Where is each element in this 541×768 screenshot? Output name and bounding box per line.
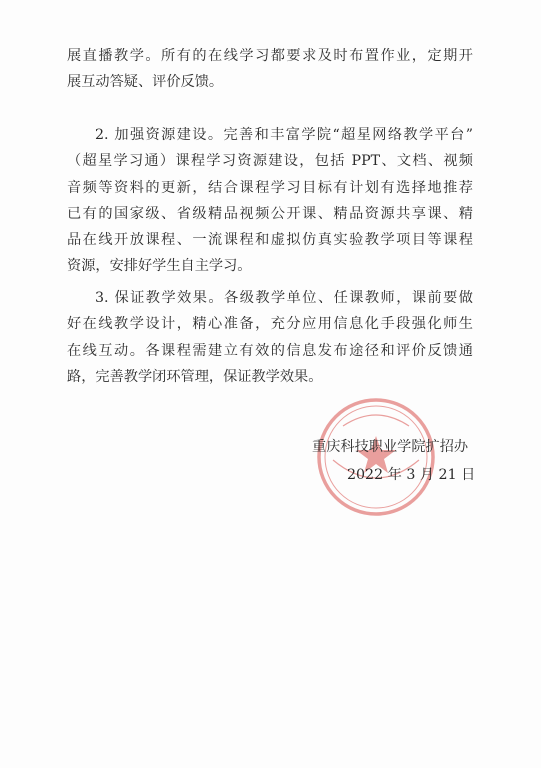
signature-organization: 重庆科技职业学院扩招办 [312,439,469,455]
signature-date: 2022 年 3 月 21 日 [347,467,476,483]
text-line: 在线互动。各课程需建立有效的信息发布途径和评价反馈通 [67,342,473,359]
text-line: 好在线教学设计，精心准备，充分应用信息化手段强化师生 [67,316,473,333]
paragraph-resource-building [67,122,473,280]
text-line: 展互动答疑、评价反馈。 [67,74,224,91]
official-seal [315,396,437,518]
paragraph-online-teaching-tail [67,43,473,96]
paragraph-teaching-quality [67,285,473,390]
text-line: 3. 保证教学效果。各级教学单位、任课教师，课前要做 [95,290,473,306]
text-line: 资源，安排好学生自主学习。 [67,258,252,275]
text-line: 品在线开放课程、一流课程和虚拟仿真实验教学项目等课程 [67,232,473,249]
text-line: 2. 加强资源建设。完善和丰富学院“超星网络教学平台” [95,127,473,143]
text-line: 已有的国家级、省级精品视频公开课、精品资源共享课、精 [67,205,473,222]
text-line: 路，完善教学闭环管理，保证教学效果。 [67,368,323,385]
text-line: 音频等资料的更新，结合课程学习目标有计划有选择地推荐 [67,179,473,196]
text-line: 展直播教学。所有的在线学习都要求及时布置作业，定期开 [67,48,473,64]
text-line: （超星学习通）课程学习资源建设，包括 PPT、文档、视频 [67,153,473,170]
